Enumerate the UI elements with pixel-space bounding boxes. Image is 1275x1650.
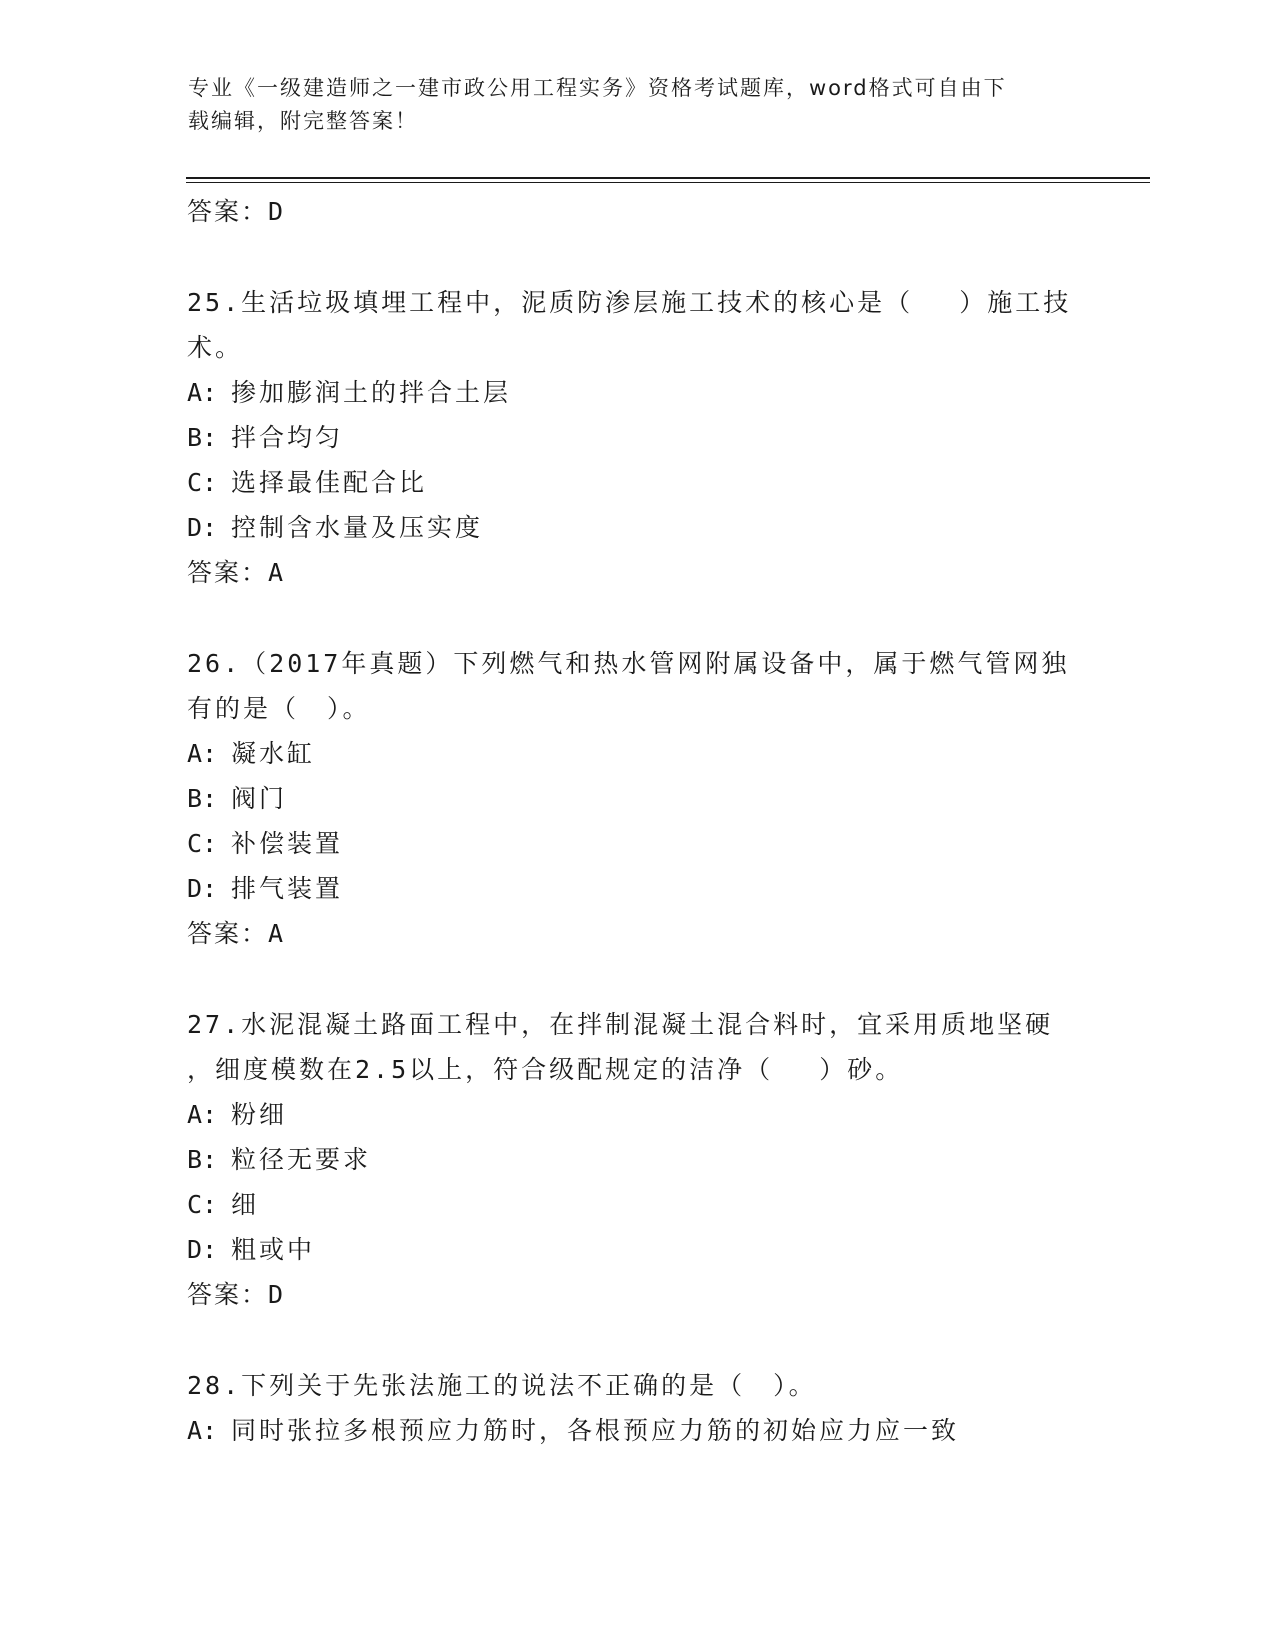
option-text: 细 <box>231 1190 260 1219</box>
question-stem-line: 27.水泥混凝土路面工程中，在拌制混凝土混合料时，宜采用质地坚硬 <box>187 1010 1054 1039</box>
option-letter: B: <box>187 423 218 452</box>
question-stem-line: 术。 <box>187 333 244 362</box>
question-stem-line: ，细度模数在2.5以上，符合级配规定的洁净（ ）砂。 <box>187 1055 904 1084</box>
option-a <box>187 731 1087 776</box>
question-stem <box>187 1002 1087 1092</box>
option-a <box>187 1408 1087 1453</box>
question-stem-line: 25.生活垃圾填埋工程中，泥质防渗层施工技术的核心是（ ）施工技 <box>187 288 1072 317</box>
option-text: 凝水缸 <box>231 739 316 768</box>
question-item <box>187 641 1087 957</box>
question-list <box>187 189 1087 1453</box>
option-letter: A: <box>187 1416 218 1445</box>
header-line-2: 载编辑，附完整答案！ <box>188 109 418 133</box>
answer-line <box>187 911 1087 957</box>
option-b <box>187 776 1087 821</box>
option-letter: A: <box>187 378 218 407</box>
option-text: 排气装置 <box>231 874 344 903</box>
option-c <box>187 1182 1087 1227</box>
option-letter: C: <box>187 829 218 858</box>
document-header <box>188 72 1068 138</box>
question-stem-line: 有的是（ ）。 <box>187 694 371 723</box>
option-text: 阀门 <box>231 784 288 813</box>
answer-value: D <box>268 197 284 226</box>
option-a <box>187 1092 1087 1137</box>
question-stem-line: 26.（2017年真题）下列燃气和热水管网附属设备中，属于燃气管网独 <box>187 649 1070 678</box>
option-text: 掺加膨润土的拌合土层 <box>231 378 512 407</box>
spacer <box>187 957 1087 1002</box>
option-letter: A: <box>187 1100 218 1129</box>
option-c <box>187 821 1087 866</box>
option-text: 粉细 <box>231 1100 288 1129</box>
header-divider-thick <box>186 177 1150 179</box>
question-stem-line: 28.下列关于先张法施工的说法不正确的是（ ）。 <box>187 1371 817 1400</box>
option-d <box>187 1227 1087 1272</box>
answer-line <box>187 550 1087 596</box>
option-letter: B: <box>187 1145 218 1174</box>
answer-line <box>187 189 1087 235</box>
answer-label: 答案： <box>187 919 269 948</box>
option-letter: D: <box>187 513 218 542</box>
option-text: 粒径无要求 <box>231 1145 372 1174</box>
option-letter: A: <box>187 739 218 768</box>
header-line-1: 专业《一级建造师之一建市政公用工程实务》资格考试题库，word格式可自由下 <box>188 76 1007 100</box>
answer-label: 答案： <box>187 197 269 226</box>
option-text: 粗或中 <box>231 1235 316 1264</box>
option-letter: D: <box>187 1235 218 1264</box>
answer-label: 答案： <box>187 1280 269 1309</box>
question-item <box>187 1002 1087 1318</box>
option-text: 控制含水量及压实度 <box>231 513 484 542</box>
option-d <box>187 505 1087 550</box>
option-text: 选择最佳配合比 <box>231 468 428 497</box>
answer-value: D <box>268 1280 284 1309</box>
question-item <box>187 280 1087 596</box>
answer-value: A <box>268 919 284 948</box>
spacer <box>187 235 1087 280</box>
answer-value: A <box>268 558 284 587</box>
option-letter: C: <box>187 1190 218 1219</box>
question-stem <box>187 1363 1087 1408</box>
option-b <box>187 1137 1087 1182</box>
question-stem <box>187 280 1087 370</box>
option-c <box>187 460 1087 505</box>
option-d <box>187 866 1087 911</box>
option-text: 补偿装置 <box>231 829 344 858</box>
answer-line <box>187 1272 1087 1318</box>
option-letter: C: <box>187 468 218 497</box>
option-letter: D: <box>187 874 218 903</box>
spacer <box>187 596 1087 641</box>
spacer <box>187 1318 1087 1363</box>
question-stem <box>187 641 1087 731</box>
option-text: 拌合均匀 <box>231 423 344 452</box>
header-divider-thin <box>186 182 1150 183</box>
question-item <box>187 1363 1087 1453</box>
option-text: 同时张拉多根预应力筋时，各根预应力筋的初始应力应一致 <box>231 1416 960 1445</box>
answer-label: 答案： <box>187 558 269 587</box>
option-a <box>187 370 1087 415</box>
option-letter: B: <box>187 784 218 813</box>
option-b <box>187 415 1087 460</box>
